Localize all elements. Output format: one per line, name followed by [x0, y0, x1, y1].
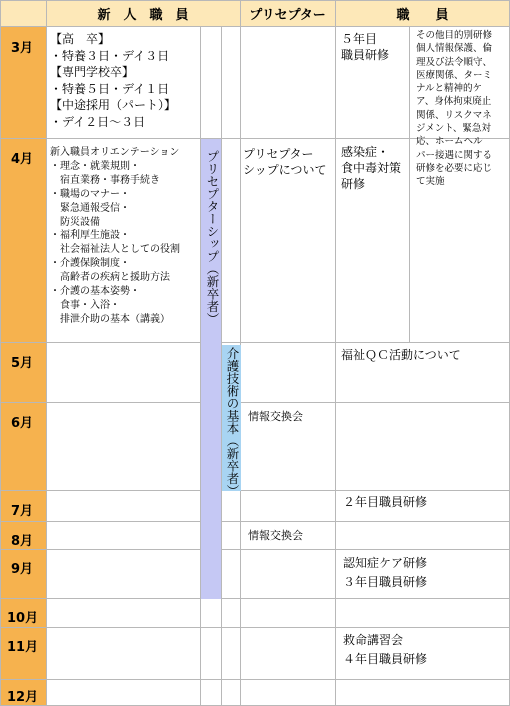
grid-line: [46, 0, 47, 706]
header-shinjin: 新 人 職 員: [97, 7, 189, 23]
month-label-sep: 9月: [11, 562, 34, 577]
grid-line: [0, 342, 510, 343]
header-shokuin: 職 員: [396, 7, 449, 23]
grid-line: [0, 490, 510, 491]
shokuin-september-text: 認知症ケア研修 ３年目職員研修: [343, 556, 428, 589]
grid-line: [0, 26, 510, 27]
month-label-apr: 4月: [11, 152, 34, 167]
grid-line: [0, 0, 1, 706]
month-label-oct: 10月: [7, 611, 39, 626]
preceptorship-bar-label: プリセプターシップ（新卒者）: [205, 150, 220, 325]
month-label-dec: 12月: [7, 690, 39, 705]
month-label-nov: 11月: [7, 640, 39, 655]
shokuin-march-text: ５年目 職員研修: [341, 32, 390, 62]
month-label-aug: 8月: [11, 534, 34, 549]
grid-line: [0, 598, 510, 599]
month-label-may: 5月: [11, 356, 34, 371]
month-label-jun: 6月: [11, 416, 34, 431]
shokuin-november-text: 救命講習会 ４年目職員研修: [343, 633, 428, 666]
preceptor-august-text: 情報交換会: [248, 529, 303, 542]
grid-line: [409, 26, 410, 342]
header-preceptor: プリセプター: [249, 7, 326, 23]
grid-line: [335, 0, 336, 706]
shinjin-april-orientation: 新入職員オリエンテーション ・理念・就業規則・ 宿直業務・事務手続き ・職場のマナー・ 緊急通報受信・ 防災設備 ・福利厚生施設・ 社会福祉法人としての役割 ・介護保険制度・ 高齢者の疾病と援助方法 ・介護の基本姿勢・ 食事・入浴・ 排泄介助の基本（講義）: [50, 147, 180, 325]
kaigo-bar-label: 介護技術の基本（新卒者）: [225, 347, 240, 497]
shokuin-july-text: ２年目職員研修: [343, 495, 428, 509]
preceptor-june-text: 情報交換会: [248, 410, 303, 423]
grid-line: [0, 549, 510, 550]
grid-line: [0, 679, 510, 680]
grid-line: [0, 521, 510, 522]
shokuin-april-text: 感染症・ 食中毒対策 研修: [341, 145, 402, 191]
shinjin-march-text: 【高 卒】 ・特養３日・デイ３日 【専門学校卒】 ・特養５日・デイ１日 【中途採用（パート）】 ・デイ２日～３日: [50, 32, 177, 129]
shokuin-side-note: その他目的別研修 個人情報保護、倫 理及び法令順守、 医療関係、ターミ ナルと精神的ケ ア、身体拘束廃止 関係、リスクマネ ジメント、緊急対 応、ホームヘル パー接遇に関する 研修を必要に応じ て実施: [416, 30, 493, 188]
preceptor-april-text: プリセプター シップについて: [243, 147, 327, 177]
shokuin-may-text: 福祉ＱＣ活動について: [341, 348, 461, 362]
month-label-jul: 7月: [11, 504, 34, 519]
grid-line: [0, 627, 510, 628]
month-label-mar: 3月: [11, 41, 34, 56]
grid-line: [0, 402, 510, 403]
